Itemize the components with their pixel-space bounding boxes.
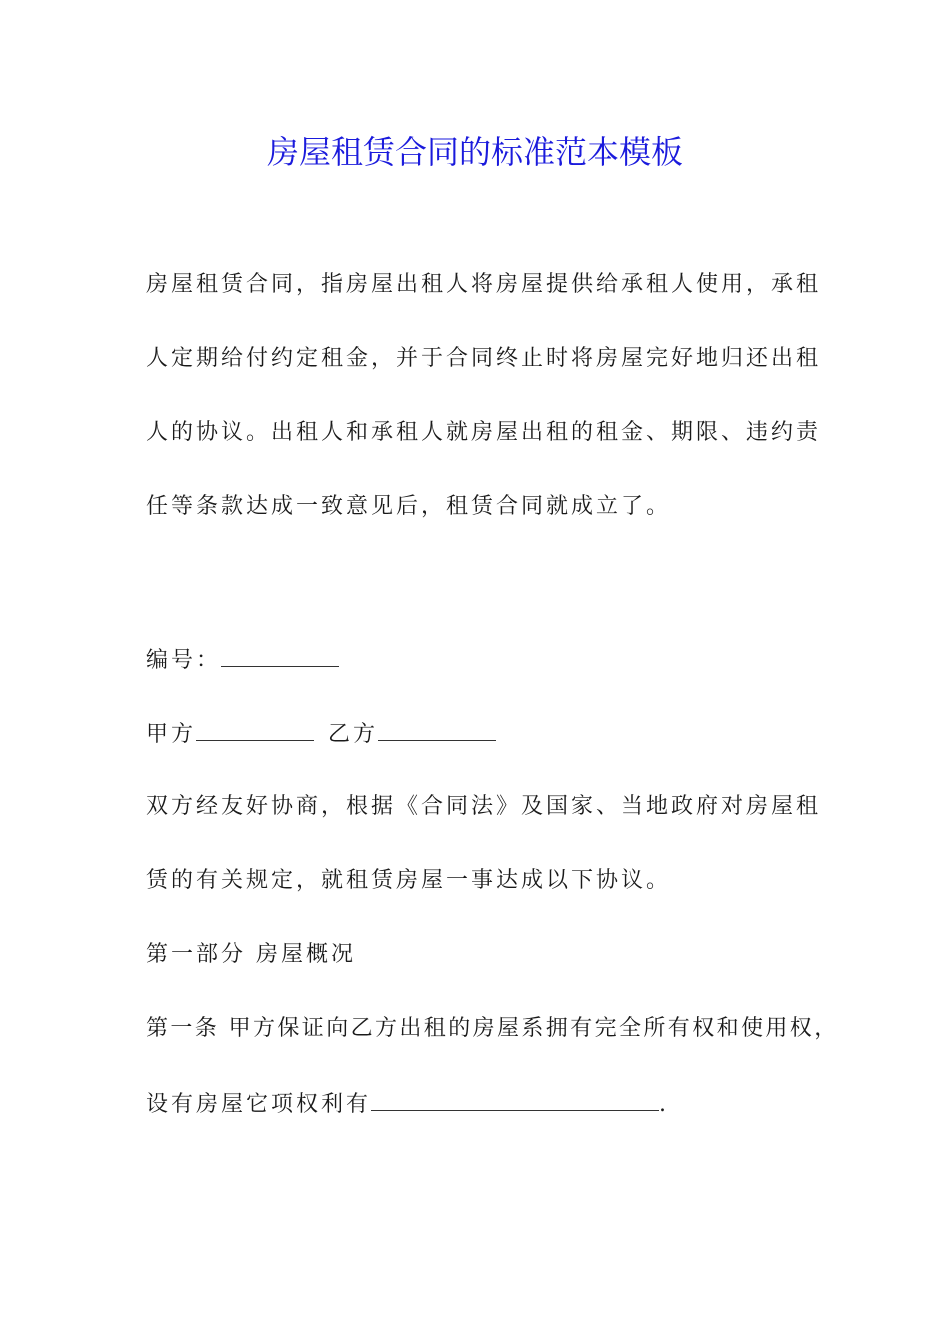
other-rights-label: 设有房屋它项权利有 xyxy=(146,1092,372,1117)
contract-number-label: 编号： xyxy=(146,648,222,673)
party-b-blank[interactable] xyxy=(378,718,496,741)
other-rights-blank[interactable] xyxy=(371,1088,659,1111)
parties-row xyxy=(146,718,496,750)
intro-line-1: 房屋租赁合同，指房屋出租人将房屋提供给承租人使用，承租 xyxy=(146,272,822,297)
intro-line-4: 任等条款达成一致意见后，租赁合同就成立了。 xyxy=(146,494,672,519)
article-one-line-2 xyxy=(146,1088,669,1120)
other-rights-period: . xyxy=(659,1092,670,1117)
party-b-label: 乙方 xyxy=(328,722,379,747)
party-a-blank[interactable] xyxy=(196,718,314,741)
agreement-line-1: 双方经友好协商，根据《合同法》及国家、当地政府对房屋租 xyxy=(146,794,822,819)
intro-line-2: 人定期给付约定租金，并于合同终止时将房屋完好地归还出租 xyxy=(146,346,822,371)
article-one-line-1: 第一条 甲方保证向乙方出租的房屋系拥有完全所有权和使用权， xyxy=(146,1016,839,1041)
contract-number-row xyxy=(146,644,339,676)
intro-line-3: 人的协议。出租人和承租人就房屋出租的租金、期限、违约责 xyxy=(146,420,822,445)
party-a-label: 甲方 xyxy=(146,722,197,747)
agreement-line-2: 赁的有关规定，就租赁房屋一事达成以下协议。 xyxy=(146,868,672,893)
document-title: 房屋租赁合同的标准范本模板 xyxy=(266,133,683,171)
part-one-heading: 第一部分 房屋概况 xyxy=(146,942,356,967)
contract-number-blank[interactable] xyxy=(221,644,339,667)
